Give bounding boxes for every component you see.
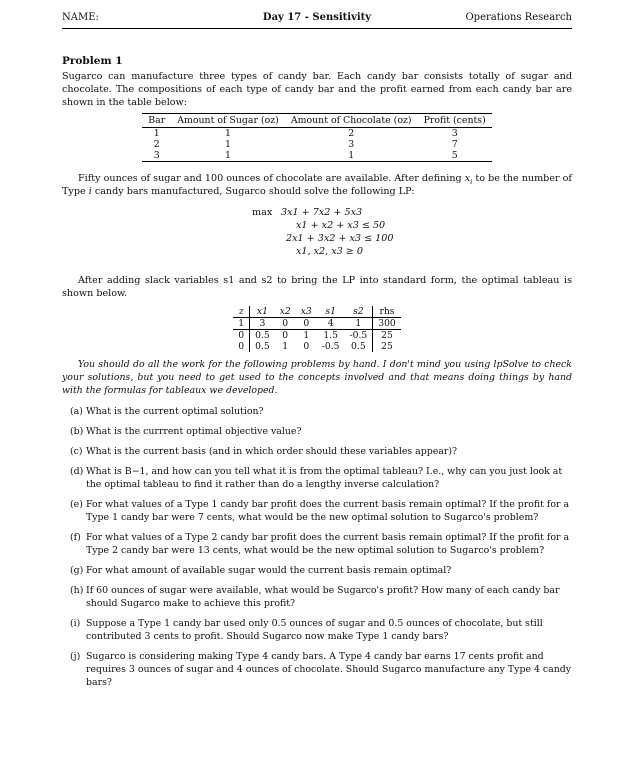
cell: 1 bbox=[345, 318, 373, 330]
cell: 5 bbox=[418, 150, 492, 162]
cell: 1 bbox=[285, 150, 418, 162]
cell: 1 bbox=[282, 341, 289, 352]
question-text: Suppose a Type 1 candy bar used only 0.5 ounces of sugar and 0.5 ounces of chocolate, but still contributed 3 cents to profit. Should Sugarco now make Type 1 candy bars? bbox=[86, 618, 543, 642]
lp-max-label: max bbox=[252, 207, 273, 218]
question-text: For what amount of available sugar would the current basis remain optimal? bbox=[86, 565, 452, 576]
col-chocolate: Amount of Chocolate (oz) bbox=[285, 114, 418, 128]
cell: -0.5 bbox=[345, 330, 373, 342]
col-sugar: Amount of Sugar (oz) bbox=[171, 114, 285, 128]
tableau-head-s2: s2 bbox=[345, 306, 373, 318]
cell: 0 bbox=[275, 318, 296, 330]
cell: 1 bbox=[225, 139, 231, 150]
lp-intro-text-3: candy bars manufactured, Sugarco should solve the following LP: bbox=[91, 186, 415, 197]
question-label: (a) bbox=[70, 406, 83, 417]
list-item bbox=[62, 531, 572, 557]
question-text: Sugarco is considering making Type 4 candy bars. A Type 4 candy bar earns 17 cents profit and requires 3 ounces of sugar and 4 ounces of chocolate. Should Sugarco manufacture any Type 4 candy bars? bbox=[86, 651, 572, 688]
cell: 0.5 bbox=[255, 330, 270, 341]
cell: 0 bbox=[282, 330, 289, 341]
lp-intro-paragraph: Fifty ounces of sugar and 100 ounces of chocolate are available. After defining $x_i$ to be the number of Type i candy bars manufactured, Sugarco should solve the following LP: bbox=[62, 173, 572, 197]
cell: 0 bbox=[233, 341, 249, 352]
problem-body bbox=[62, 55, 572, 696]
list-item bbox=[62, 498, 572, 524]
intro-paragraph: Sugarco can manufacture three types of candy bar. Each candy bar consists totally of sugar and chocolate. The compositions of each type of candy bar and the profit earned from each candy bar are shown in the table below: bbox=[62, 71, 572, 108]
question-label: (g) bbox=[70, 565, 84, 576]
cell: 0 bbox=[303, 341, 310, 352]
cell: 0.5 bbox=[345, 341, 373, 352]
cell: 1 bbox=[233, 318, 249, 330]
cell: 25 bbox=[381, 341, 393, 352]
lp-intro-text-2: to be the number of Type bbox=[62, 173, 572, 197]
tableau-head-rhs: rhs bbox=[373, 306, 401, 318]
list-item bbox=[62, 425, 572, 438]
header-title: Day 17 - Sensitivity bbox=[262, 12, 372, 23]
list-item bbox=[62, 405, 572, 418]
table-row bbox=[142, 150, 492, 162]
list-item bbox=[62, 617, 572, 643]
tableau-intro-paragraph: After adding slack variables s1 and s2 to bring the LP into standard form, the optimal tableau is shown below. bbox=[62, 275, 572, 299]
lp-formulation bbox=[62, 206, 572, 266]
list-item bbox=[62, 650, 572, 689]
cell: 1.5 bbox=[323, 330, 338, 341]
cell: 300 bbox=[373, 318, 401, 330]
instructions-note: You should do all the work for the following problems by hand. I don't mind you using lpSolve to check your solutions, but you need to get used to the concepts involved and that means doing things by hand with the formulas for tableaux we developed. bbox=[62, 359, 572, 396]
table-row bbox=[142, 139, 492, 150]
header-course: Operations Research bbox=[465, 12, 572, 23]
question-label: (h) bbox=[70, 585, 84, 596]
list-item bbox=[62, 465, 572, 491]
tableau-row bbox=[233, 330, 401, 342]
header-name-field: NAME: bbox=[62, 12, 99, 23]
question-text: For what values of a Type 2 candy bar profit does the current basis remain optimal? If the profit for a Type 2 candy bar were 13 cents, what would be the new optimal solution to Sugarco's problem? bbox=[86, 532, 570, 556]
cell: 4 bbox=[317, 318, 345, 330]
question-label: (j) bbox=[70, 651, 81, 662]
tableau-head-x1: x1 bbox=[250, 306, 275, 318]
list-item bbox=[62, 584, 572, 610]
question-label: (c) bbox=[70, 446, 83, 457]
page-header bbox=[62, 12, 572, 29]
composition-header-row bbox=[142, 114, 492, 128]
question-text: What is the current optimal solution? bbox=[86, 406, 264, 417]
list-item bbox=[62, 564, 572, 577]
tableau-head-s1: s1 bbox=[317, 306, 345, 318]
tableau-head-z: z bbox=[233, 306, 249, 318]
tableau-row bbox=[233, 318, 401, 330]
cell: 0.5 bbox=[255, 341, 270, 352]
cell: 3 bbox=[348, 139, 355, 150]
question-text: For what values of a Type 1 candy bar profit does the current basis remain optimal? If the profit for a Type 1 candy bar were 7 cents, what would be the new optimal solution to Sugarco's problem? bbox=[86, 499, 570, 523]
lp-intro-text-1: Fifty ounces of sugar and 100 ounces of chocolate are available. After defining bbox=[78, 173, 465, 184]
cell: 2 bbox=[348, 128, 355, 139]
tableau-row bbox=[233, 341, 401, 352]
tableau-head-x3: x3 bbox=[296, 306, 317, 318]
col-bar: Bar bbox=[142, 114, 171, 128]
lp-constraint-chocolate: 2x1 + 3x2 + x3 ≤ 100 bbox=[286, 233, 394, 244]
question-label: (f) bbox=[70, 532, 81, 543]
cell: 3 bbox=[451, 128, 458, 139]
problem-title: Problem 1 bbox=[62, 55, 123, 67]
cell: 25 bbox=[381, 330, 393, 341]
list-item bbox=[62, 445, 572, 458]
tableau-header-row bbox=[233, 306, 401, 318]
cell: 7 bbox=[451, 139, 458, 150]
cell: 0 bbox=[296, 318, 317, 330]
question-text: What is the currrent optimal objective value? bbox=[86, 426, 302, 437]
question-text: What is the current basis (and in which order should these variables appear)? bbox=[86, 446, 458, 457]
question-label: (e) bbox=[70, 499, 83, 510]
col-profit: Profit (cents) bbox=[418, 114, 492, 128]
question-list bbox=[62, 405, 572, 689]
composition-table bbox=[142, 113, 492, 162]
cell: 3 bbox=[142, 150, 171, 162]
cell: 2 bbox=[153, 139, 160, 150]
optimal-tableau bbox=[233, 306, 401, 352]
cell: 1 bbox=[225, 128, 231, 139]
cell: 0 bbox=[233, 330, 249, 342]
question-label: (b) bbox=[70, 426, 84, 437]
cell: 1 bbox=[303, 330, 310, 341]
cell: 1 bbox=[171, 150, 285, 162]
question-label: (d) bbox=[70, 466, 84, 477]
question-text: If 60 ounces of sugar were available, what would be Sugarco's profit? How many of each candy bar should Sugarco make to achieve this profit? bbox=[86, 585, 560, 609]
lp-nonnegativity: x1, x2, x3 ≥ 0 bbox=[296, 246, 363, 257]
lp-constraint-sugar: x1 + x2 + x3 ≤ 50 bbox=[296, 220, 386, 231]
cell: 1 bbox=[153, 128, 160, 139]
cell: 3 bbox=[250, 318, 275, 330]
table-row bbox=[142, 128, 492, 140]
tableau-head-x2: x2 bbox=[275, 306, 296, 318]
lp-objective: 3x1 + 7x2 + 5x3 bbox=[281, 207, 363, 218]
question-label: (i) bbox=[70, 618, 81, 629]
cell: -0.5 bbox=[321, 341, 340, 352]
question-text: What is B−1, and how can you tell what it is from the optimal tableau? I.e., why can you just look at the optimal tableau to find it rather than do a lengthy inverse calculation? bbox=[86, 466, 563, 490]
